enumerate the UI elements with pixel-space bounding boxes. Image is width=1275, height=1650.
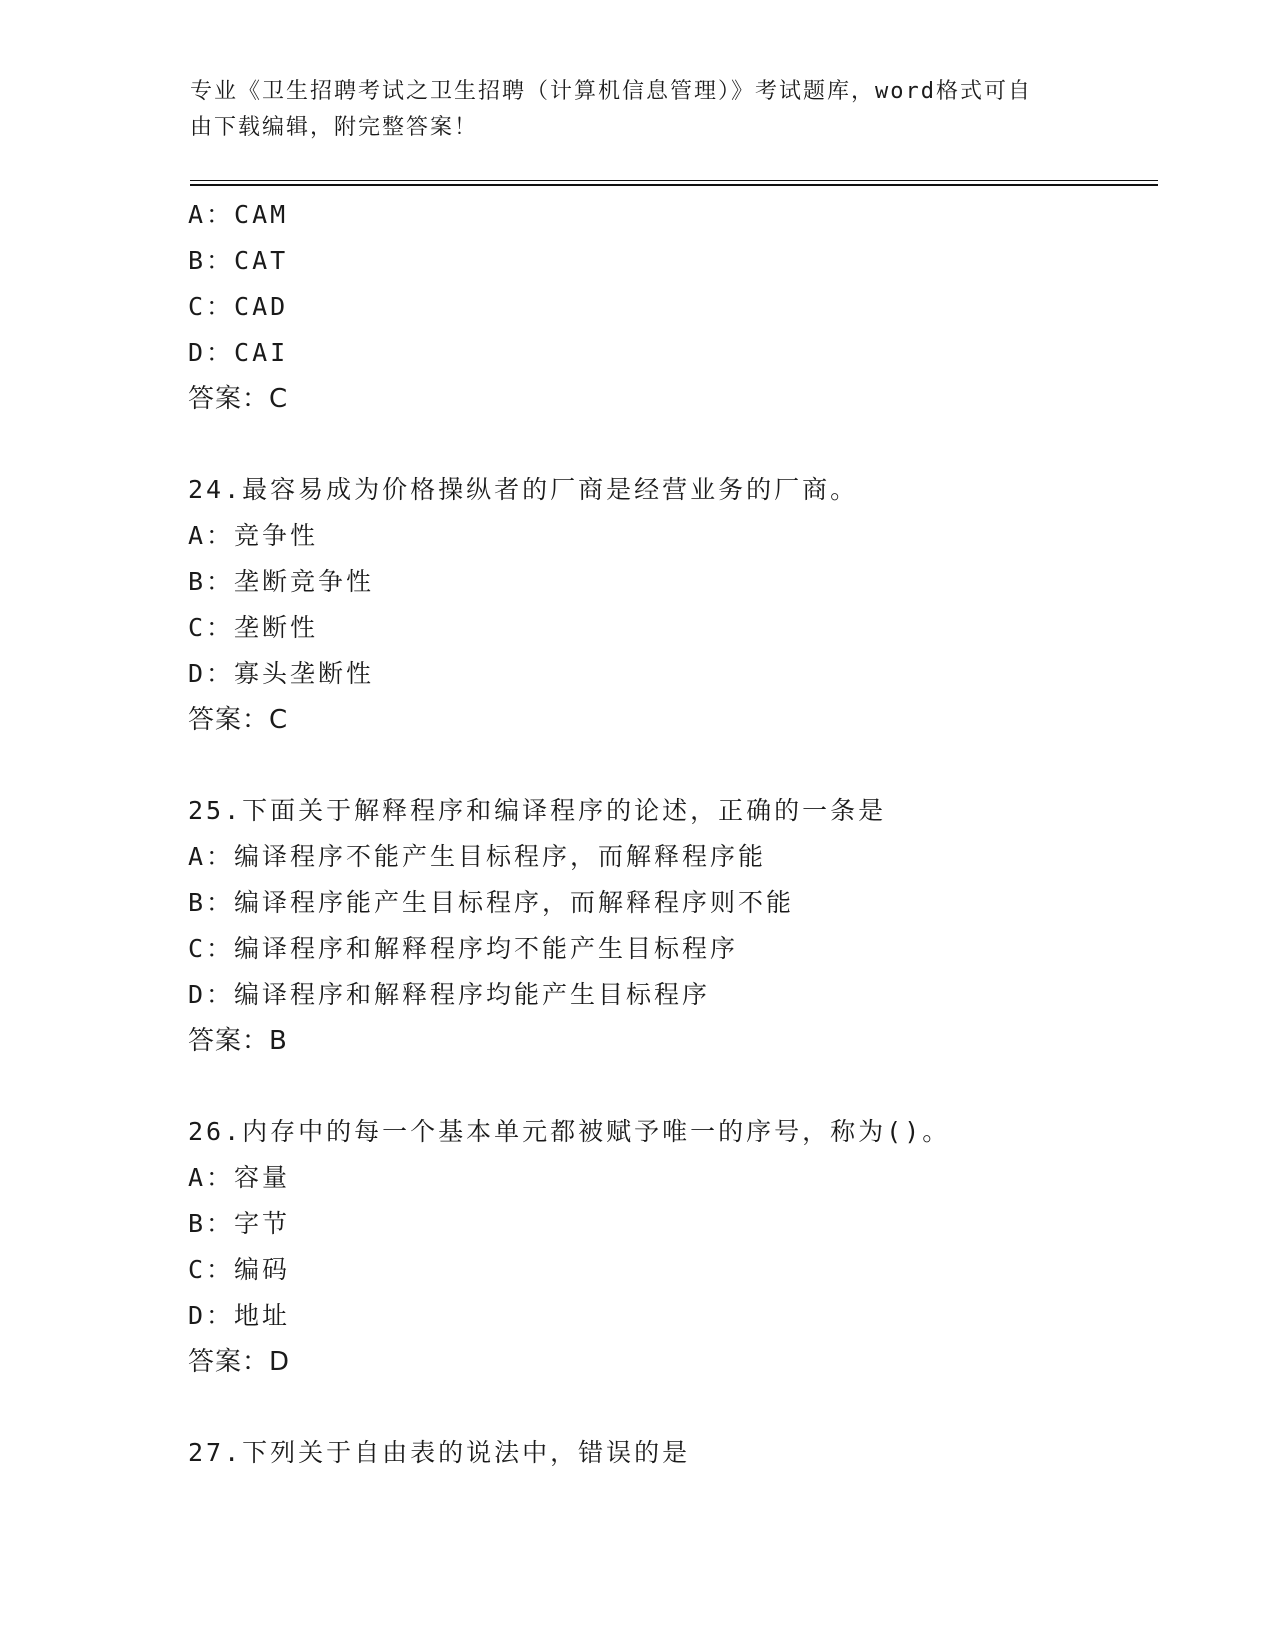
answer-line: 答案：C [188, 705, 289, 735]
option-d: D：寡头垄断性 [188, 659, 375, 688]
question-text: 27.下列关于自由表的说法中，错误的是 [188, 1438, 691, 1467]
question-text: 24.最容易成为价格操纵者的厂商是经营业务的厂商。 [188, 475, 859, 504]
answer-line: 答案：B [188, 1026, 288, 1056]
option-a: A：编译程序不能产生目标程序，而解释程序能 [188, 842, 767, 871]
header-line-2: 由下载编辑，附完整答案！ [190, 115, 479, 140]
option-c: C：垄断性 [188, 613, 319, 642]
header-line-1: 专业《卫生招聘考试之卫生招聘（计算机信息管理）》考试题库，word格式可自 [190, 79, 1032, 104]
question-24 [188, 467, 1148, 743]
question-text: 25.下面关于解释程序和编译程序的论述，正确的一条是 [188, 796, 887, 825]
answer-line: 答案：D [188, 1347, 291, 1377]
header-divider-thin [190, 180, 1158, 181]
spacer [188, 743, 1148, 788]
question-26 [188, 1109, 1148, 1385]
option-a: A：竞争性 [188, 521, 319, 550]
option-b: B：垄断竞争性 [188, 567, 375, 596]
question-23 [188, 192, 1148, 422]
option-c: C：编码 [188, 1255, 291, 1284]
question-25 [188, 788, 1148, 1064]
option-d: D：地址 [188, 1301, 291, 1330]
option-a: A：CAM [188, 200, 289, 229]
option-b: B：编译程序能产生目标程序，而解释程序则不能 [188, 888, 795, 917]
spacer [188, 1385, 1148, 1430]
question-text: 26.内存中的每一个基本单元都被赋予唯一的序号，称为()。 [188, 1117, 951, 1146]
spacer [188, 422, 1148, 467]
document-header [190, 74, 1090, 146]
option-b: B：字节 [188, 1209, 291, 1238]
answer-line: 答案：C [188, 384, 289, 414]
question-27 [188, 1430, 1148, 1476]
question-list [188, 192, 1148, 1476]
option-d: D：编译程序和解释程序均能产生目标程序 [188, 980, 711, 1009]
option-c: C：CAD [188, 292, 289, 321]
spacer [188, 1064, 1148, 1109]
option-d: D：CAI [188, 338, 289, 367]
option-c: C：编译程序和解释程序均不能产生目标程序 [188, 934, 739, 963]
option-a: A：容量 [188, 1163, 291, 1192]
header-divider-thick [190, 184, 1158, 186]
option-b: B：CAT [188, 246, 289, 275]
